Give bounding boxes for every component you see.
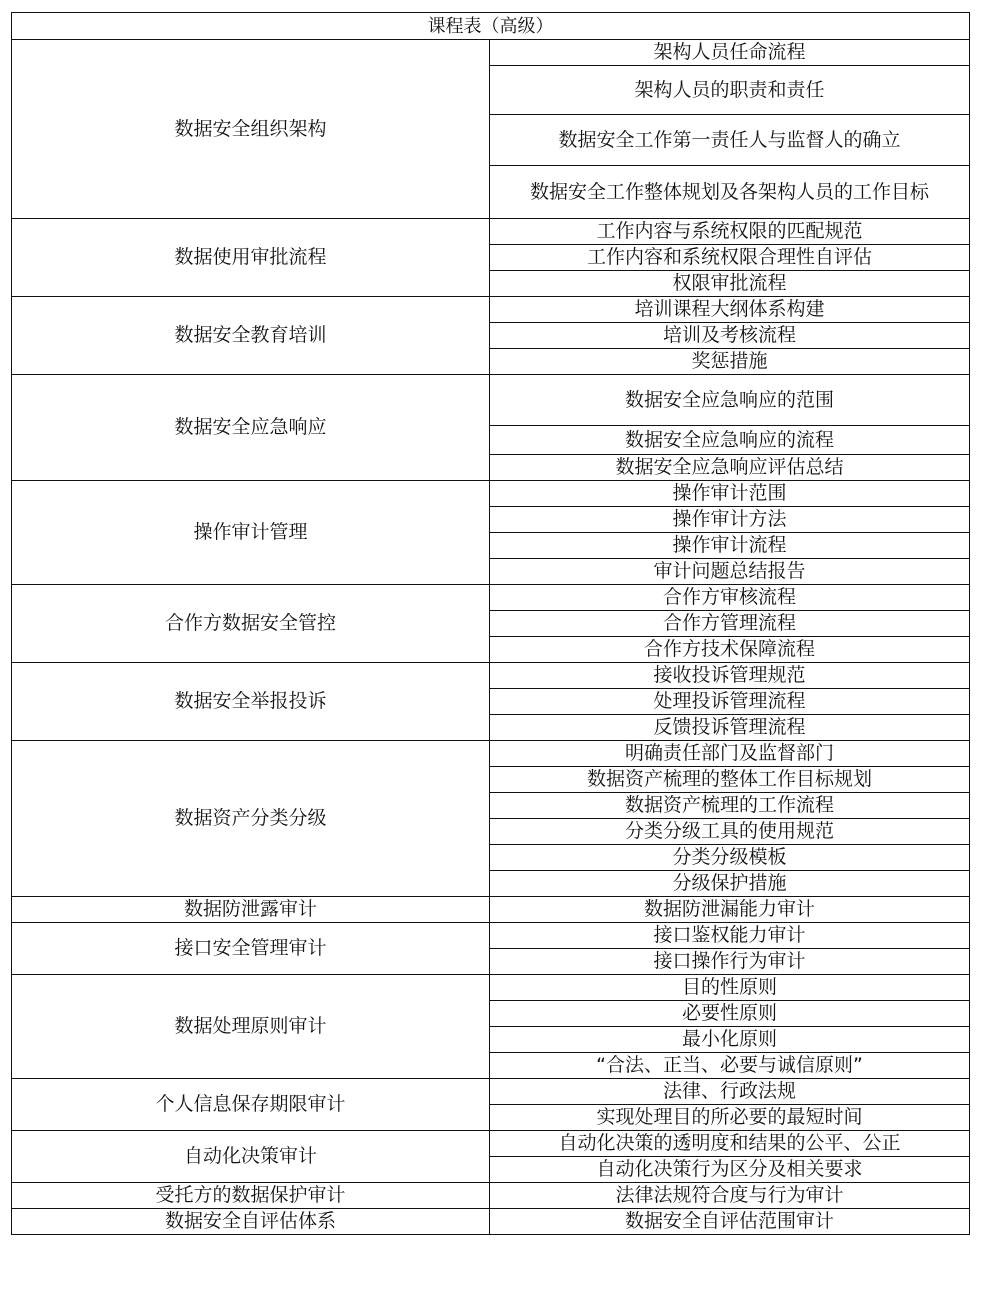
section-name: 个人信息保存期限审计: [12, 1079, 490, 1131]
section-item: 数据安全应急响应的范围: [490, 375, 970, 426]
section-item: 奖惩措施: [490, 349, 970, 375]
section-item: 数据安全应急响应的流程: [490, 426, 970, 455]
table-row: [12, 975, 970, 1001]
table-row: [12, 585, 970, 611]
table-title: 课程表（高级）: [12, 13, 970, 40]
section-name: 数据安全自评估体系: [12, 1209, 490, 1235]
section-item: 合作方管理流程: [490, 611, 970, 637]
section-item: 接收投诉管理规范: [490, 663, 970, 689]
section-name: 数据安全应急响应: [12, 375, 490, 481]
section-item: 处理投诉管理流程: [490, 689, 970, 715]
section-item: 工作内容和系统权限合理性自评估: [490, 245, 970, 271]
section-item: 架构人员任命流程: [490, 40, 970, 66]
section-name: 数据安全举报投诉: [12, 663, 490, 741]
section-item: 数据资产梳理的工作流程: [490, 793, 970, 819]
section-item: 操作审计流程: [490, 533, 970, 559]
section-item: 分类分级模板: [490, 845, 970, 871]
table-row: [12, 297, 970, 323]
section-item: 合作方技术保障流程: [490, 637, 970, 663]
section-item: 数据安全自评估范围审计: [490, 1209, 970, 1235]
section-item: 工作内容与系统权限的匹配规范: [490, 219, 970, 245]
section-item: 必要性原则: [490, 1001, 970, 1027]
course-table: [11, 12, 970, 1235]
section-name: 数据处理原则审计: [12, 975, 490, 1079]
table-row: [12, 1209, 970, 1235]
section-item: 合作方审核流程: [490, 585, 970, 611]
section-name: 数据使用审批流程: [12, 219, 490, 297]
section-item: 法律、行政法规: [490, 1079, 970, 1105]
section-item: 分级保护措施: [490, 871, 970, 897]
section-name: 数据安全教育培训: [12, 297, 490, 375]
table-row: [12, 923, 970, 949]
section-name: 合作方数据安全管控: [12, 585, 490, 663]
title-row: [12, 13, 970, 40]
section-item: “合法、正当、必要与诚信原则”: [490, 1053, 970, 1079]
section-item: 操作审计范围: [490, 481, 970, 507]
table-row: [12, 1183, 970, 1209]
section-item: 数据资产梳理的整体工作目标规划: [490, 767, 970, 793]
section-name: 受托方的数据保护审计: [12, 1183, 490, 1209]
section-item: 自动化决策的透明度和结果的公平、公正: [490, 1131, 970, 1157]
section-item: 实现处理目的所必要的最短时间: [490, 1105, 970, 1131]
section-item: 数据安全工作整体规划及各架构人员的工作目标: [490, 166, 970, 219]
section-name: 数据安全组织架构: [12, 40, 490, 219]
table-row: [12, 741, 970, 767]
section-name: 数据资产分类分级: [12, 741, 490, 897]
table-row: [12, 40, 970, 66]
table-row: [12, 481, 970, 507]
section-item: 反馈投诉管理流程: [490, 715, 970, 741]
section-item: 审计问题总结报告: [490, 559, 970, 585]
table-row: [12, 375, 970, 426]
section-item: 法律法规符合度与行为审计: [490, 1183, 970, 1209]
section-name: 自动化决策审计: [12, 1131, 490, 1183]
section-item: 培训及考核流程: [490, 323, 970, 349]
section-item: 数据安全应急响应评估总结: [490, 455, 970, 481]
section-item: 最小化原则: [490, 1027, 970, 1053]
table-row: [12, 663, 970, 689]
section-item: 明确责任部门及监督部门: [490, 741, 970, 767]
section-item: 权限审批流程: [490, 271, 970, 297]
course-schedule: [11, 12, 969, 1235]
section-item: 数据防泄漏能力审计: [490, 897, 970, 923]
section-item: 接口鉴权能力审计: [490, 923, 970, 949]
table-row: [12, 1079, 970, 1105]
table-row: [12, 219, 970, 245]
section-item: 架构人员的职责和责任: [490, 66, 970, 115]
section-name: 数据防泄露审计: [12, 897, 490, 923]
table-row: [12, 897, 970, 923]
section-item: 数据安全工作第一责任人与监督人的确立: [490, 115, 970, 166]
section-name: 接口安全管理审计: [12, 923, 490, 975]
section-item: 培训课程大纲体系构建: [490, 297, 970, 323]
section-item: 接口操作行为审计: [490, 949, 970, 975]
section-item: 自动化决策行为区分及相关要求: [490, 1157, 970, 1183]
section-item: 操作审计方法: [490, 507, 970, 533]
section-item: 目的性原则: [490, 975, 970, 1001]
table-row: [12, 1131, 970, 1157]
section-name: 操作审计管理: [12, 481, 490, 585]
section-item: 分类分级工具的使用规范: [490, 819, 970, 845]
